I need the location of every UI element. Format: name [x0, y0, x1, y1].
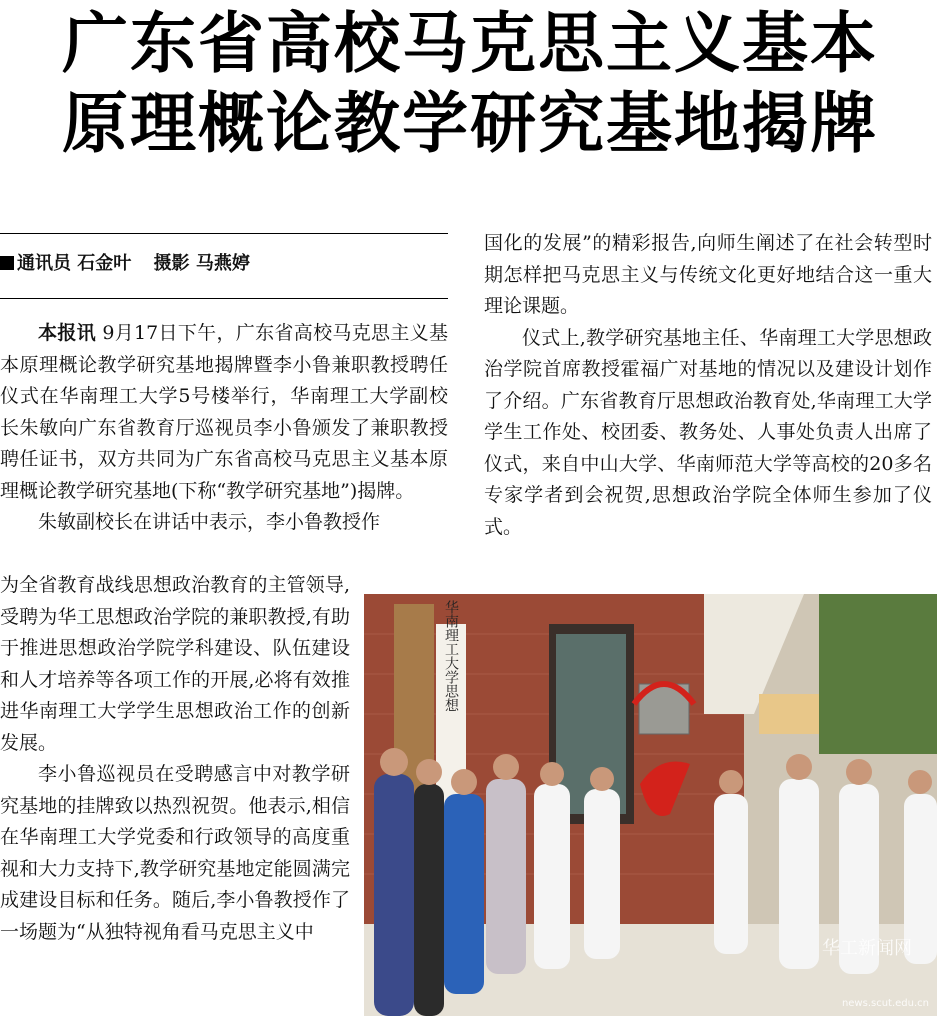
- paragraph-2-start: 朱敏副校长在讲话中表示，李小鲁教授作: [38, 511, 381, 533]
- article-column-left-top: [0, 318, 448, 539]
- article-column-right: [484, 228, 932, 543]
- photo-label: 摄影: [153, 253, 190, 274]
- paragraph-1: 本报讯 9月17日下午，广东省高校马克思主义基本原理概论教学研究基地揭牌暨李小鲁兼职教授聘任仪式在华南理工大学5号楼举行，华南理工大学副校长朱敏向广东省教育厅巡视员李小鲁颁发了兼职教授聘任证书，双方共同为广东省高校马克思主义基本原理概论教学研究基地(下称“教学研究基地”)揭牌。: [0, 322, 448, 502]
- paragraph-4: 仪式上,教学研究基地主任、华南理工大学思想政治学院首席教授霍福广对基地的情况以及建设计划作了介绍。广东省教育厅思想政治教育处,华南理工大学学生工作处、校团委、教务处、人事处负责人出席了仪式，来自中山大学、华南师范大学等高校的20多名专家学者到会祝贺,思想政治学院全体师生参加了仪式。: [484, 326, 932, 538]
- reporter-name: 石金叶: [77, 253, 132, 274]
- article-column-left-bottom: [0, 570, 350, 948]
- square-bullet-icon: [0, 256, 14, 270]
- lead-label: 本报讯: [38, 322, 96, 344]
- sign-text: 华南理工大学思想: [443, 600, 459, 712]
- paragraph-2-cont: 为全省教育战线思想政治教育的主管领导,受聘为华工思想政治学院的兼职教授,有助于推进思想政治学院学科建设、队伍建设和人才培养等各项工作的开展,必将有效推进华南理工大学学生思想政治工作的创新发展。: [0, 574, 350, 754]
- headline-line-1: 广东省高校马克思主义基本: [62, 5, 878, 82]
- paragraph-3: 李小鲁巡视员在受聘感言中对教学研究基地的挂牌致以热烈祝贺。他表示,相信在华南理工大学党委和行政领导的高度重视和大力支持下,教学研究基地定能圆满完成建设目标和任务。随后,李小鲁教授作了一场题为“从独特视角看马克思主义中: [0, 763, 350, 943]
- watermark-url: news.scut.edu.cn: [841, 998, 929, 1009]
- ceremony-photo: [364, 594, 937, 1016]
- reporter-label: 通讯员: [17, 253, 71, 274]
- photographer-name: 马燕婷: [195, 253, 250, 274]
- headline-line-2: 原理概论教学研究基地揭牌: [62, 85, 878, 162]
- headline: [40, 4, 900, 164]
- byline-bottom-rule: [0, 298, 448, 299]
- watermark-text: 华工新闻网: [822, 938, 912, 959]
- byline: [0, 251, 448, 277]
- ceremony-photo-illustration: [364, 594, 937, 1016]
- paragraph-3-cont: 国化的发展”的精彩报告,向师生阐述了在社会转型时期怎样把马克思主义与传统文化更好地结合这一重大理论课题。: [484, 232, 932, 317]
- byline-top-rule: [0, 233, 448, 234]
